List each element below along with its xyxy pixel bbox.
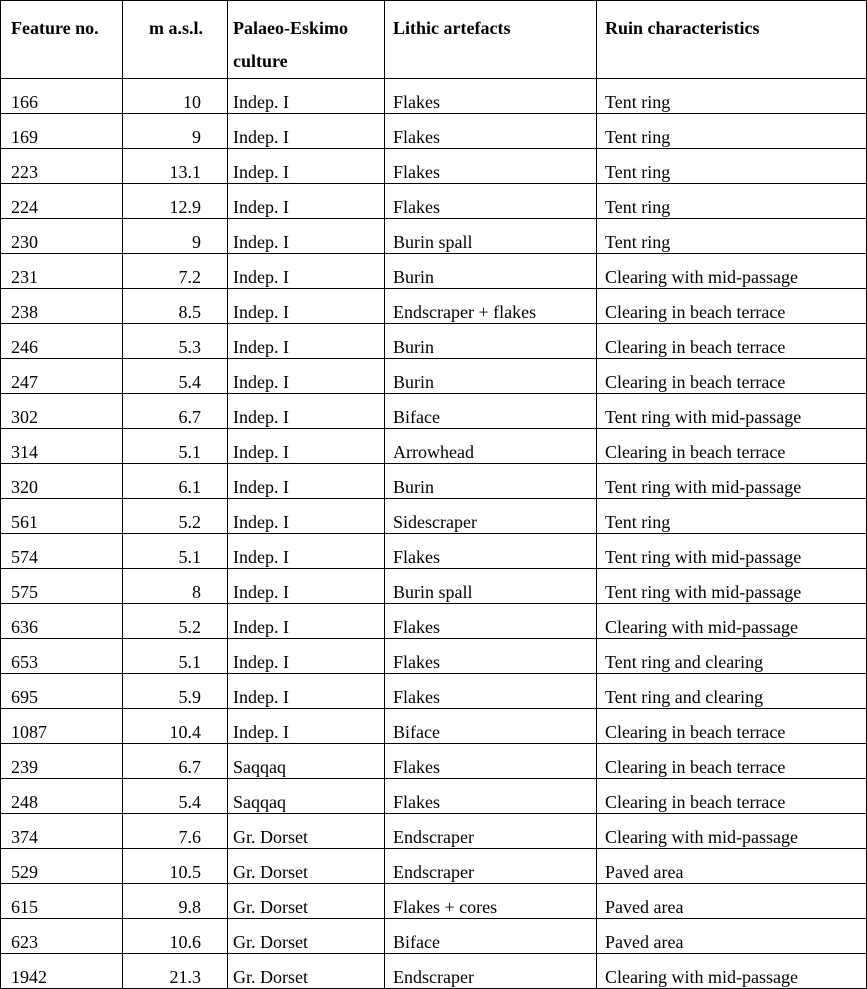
cell-ruin-characteristics: Tent ring and clearing (597, 674, 867, 709)
table-row (1, 429, 867, 464)
cell-ruin-characteristics: Tent ring (597, 184, 867, 219)
cell-lithic-artefacts: Flakes (385, 604, 597, 639)
cell-ruin-characteristics: Clearing with mid-passage (597, 254, 867, 289)
cell-ruin-characteristics: Clearing in beach terrace (597, 324, 867, 359)
cell-feature-no: 248 (1, 779, 123, 814)
cell-feature-no: 636 (1, 604, 123, 639)
cell-ruin-characteristics: Tent ring (597, 149, 867, 184)
cell-lithic-artefacts: Biface (385, 709, 597, 744)
cell-feature-no: 615 (1, 884, 123, 919)
cell-lithic-artefacts: Sidescraper (385, 499, 597, 534)
cell-ruin-characteristics: Tent ring with mid-passage (597, 534, 867, 569)
table-row (1, 674, 867, 709)
cell-ruin-characteristics: Clearing in beach terrace (597, 709, 867, 744)
table-row (1, 639, 867, 674)
cell-culture: Indep. I (228, 464, 385, 499)
cell-feature-no: 1087 (1, 709, 123, 744)
cell-ruin-characteristics: Clearing with mid-passage (597, 814, 867, 849)
header-lithic-artefacts: Lithic artefacts (385, 1, 597, 79)
cell-feature-no: 224 (1, 184, 123, 219)
cell-lithic-artefacts: Burin (385, 464, 597, 499)
cell-m-asl: 12.9 (123, 184, 228, 219)
cell-ruin-characteristics: Tent ring with mid-passage (597, 569, 867, 604)
cell-ruin-characteristics: Tent ring with mid-passage (597, 394, 867, 429)
cell-m-asl: 21.3 (123, 954, 228, 989)
cell-m-asl: 7.2 (123, 254, 228, 289)
cell-ruin-characteristics: Tent ring with mid-passage (597, 464, 867, 499)
cell-culture: Indep. I (228, 359, 385, 394)
cell-culture: Gr. Dorset (228, 849, 385, 884)
table-row (1, 814, 867, 849)
table-row (1, 709, 867, 744)
cell-lithic-artefacts: Flakes (385, 674, 597, 709)
table-row (1, 359, 867, 394)
cell-feature-no: 575 (1, 569, 123, 604)
cell-lithic-artefacts: Flakes (385, 534, 597, 569)
cell-lithic-artefacts: Burin (385, 359, 597, 394)
table-row (1, 289, 867, 324)
cell-lithic-artefacts: Burin spall (385, 569, 597, 604)
table-row (1, 184, 867, 219)
table-row (1, 569, 867, 604)
table-row (1, 534, 867, 569)
table-row (1, 919, 867, 954)
cell-culture: Indep. I (228, 534, 385, 569)
table-row (1, 394, 867, 429)
cell-lithic-artefacts: Arrowhead (385, 429, 597, 464)
cell-lithic-artefacts: Biface (385, 394, 597, 429)
cell-m-asl: 10 (123, 79, 228, 114)
cell-lithic-artefacts: Flakes (385, 744, 597, 779)
cell-ruin-characteristics: Tent ring (597, 114, 867, 149)
cell-m-asl: 9 (123, 219, 228, 254)
cell-feature-no: 529 (1, 849, 123, 884)
cell-culture: Indep. I (228, 324, 385, 359)
cell-lithic-artefacts: Burin spall (385, 219, 597, 254)
cell-feature-no: 239 (1, 744, 123, 779)
cell-lithic-artefacts: Endscraper (385, 814, 597, 849)
cell-culture: Indep. I (228, 254, 385, 289)
header-culture: Palaeo-Eskimo culture (228, 1, 385, 79)
cell-lithic-artefacts: Endscraper + flakes (385, 289, 597, 324)
cell-feature-no: 238 (1, 289, 123, 324)
table-row (1, 884, 867, 919)
cell-feature-no: 247 (1, 359, 123, 394)
cell-feature-no: 574 (1, 534, 123, 569)
cell-feature-no: 166 (1, 79, 123, 114)
cell-ruin-characteristics: Tent ring (597, 499, 867, 534)
cell-ruin-characteristics: Clearing with mid-passage (597, 954, 867, 989)
cell-ruin-characteristics: Clearing in beach terrace (597, 289, 867, 324)
cell-feature-no: 231 (1, 254, 123, 289)
cell-feature-no: 1942 (1, 954, 123, 989)
cell-culture: Indep. I (228, 604, 385, 639)
cell-m-asl: 10.4 (123, 709, 228, 744)
cell-m-asl: 9 (123, 114, 228, 149)
table-row (1, 499, 867, 534)
cell-m-asl: 5.9 (123, 674, 228, 709)
cell-culture: Indep. I (228, 674, 385, 709)
cell-feature-no: 374 (1, 814, 123, 849)
cell-m-asl: 5.1 (123, 639, 228, 674)
cell-lithic-artefacts: Endscraper (385, 849, 597, 884)
table-row (1, 219, 867, 254)
cell-culture: Gr. Dorset (228, 919, 385, 954)
cell-feature-no: 653 (1, 639, 123, 674)
cell-feature-no: 230 (1, 219, 123, 254)
header-m-asl: m a.s.l. (123, 1, 228, 79)
header-row (1, 1, 867, 79)
cell-lithic-artefacts: Burin (385, 324, 597, 359)
table-row (1, 779, 867, 814)
cell-m-asl: 5.4 (123, 779, 228, 814)
cell-culture: Indep. I (228, 639, 385, 674)
cell-feature-no: 561 (1, 499, 123, 534)
table-row (1, 254, 867, 289)
cell-feature-no: 223 (1, 149, 123, 184)
table-row (1, 744, 867, 779)
cell-m-asl: 10.6 (123, 919, 228, 954)
cell-m-asl: 5.1 (123, 429, 228, 464)
table-row (1, 604, 867, 639)
table-header (1, 1, 867, 79)
table-row (1, 954, 867, 989)
header-ruin-characteristics: Ruin characteristics (597, 1, 867, 79)
cell-lithic-artefacts: Endscraper (385, 954, 597, 989)
cell-ruin-characteristics: Clearing in beach terrace (597, 779, 867, 814)
table-row (1, 849, 867, 884)
cell-m-asl: 6.7 (123, 394, 228, 429)
cell-ruin-characteristics: Clearing with mid-passage (597, 604, 867, 639)
cell-feature-no: 320 (1, 464, 123, 499)
cell-feature-no: 314 (1, 429, 123, 464)
cell-culture: Saqqaq (228, 779, 385, 814)
cell-m-asl: 13.1 (123, 149, 228, 184)
table-body (1, 79, 867, 989)
cell-culture: Saqqaq (228, 744, 385, 779)
table-row (1, 114, 867, 149)
cell-feature-no: 302 (1, 394, 123, 429)
header-feature-no: Feature no. (1, 1, 123, 79)
cell-culture: Indep. I (228, 569, 385, 604)
cell-m-asl: 5.3 (123, 324, 228, 359)
cell-m-asl: 6.1 (123, 464, 228, 499)
cell-lithic-artefacts: Burin (385, 254, 597, 289)
cell-culture: Gr. Dorset (228, 884, 385, 919)
cell-culture: Indep. I (228, 149, 385, 184)
cell-culture: Indep. I (228, 394, 385, 429)
cell-m-asl: 5.2 (123, 499, 228, 534)
cell-culture: Gr. Dorset (228, 954, 385, 989)
cell-m-asl: 7.6 (123, 814, 228, 849)
cell-lithic-artefacts: Biface (385, 919, 597, 954)
table-row (1, 149, 867, 184)
cell-lithic-artefacts: Flakes (385, 114, 597, 149)
cell-culture: Indep. I (228, 79, 385, 114)
cell-culture: Indep. I (228, 429, 385, 464)
cell-feature-no: 246 (1, 324, 123, 359)
cell-culture: Gr. Dorset (228, 814, 385, 849)
cell-lithic-artefacts: Flakes (385, 779, 597, 814)
cell-m-asl: 8 (123, 569, 228, 604)
cell-ruin-characteristics: Paved area (597, 884, 867, 919)
cell-culture: Indep. I (228, 219, 385, 254)
cell-culture: Indep. I (228, 184, 385, 219)
cell-culture: Indep. I (228, 709, 385, 744)
cell-lithic-artefacts: Flakes (385, 184, 597, 219)
cell-lithic-artefacts: Flakes + cores (385, 884, 597, 919)
cell-m-asl: 5.2 (123, 604, 228, 639)
cell-feature-no: 623 (1, 919, 123, 954)
cell-m-asl: 5.1 (123, 534, 228, 569)
cell-m-asl: 6.7 (123, 744, 228, 779)
cell-m-asl: 5.4 (123, 359, 228, 394)
cell-lithic-artefacts: Flakes (385, 639, 597, 674)
cell-ruin-characteristics: Clearing in beach terrace (597, 429, 867, 464)
cell-culture: Indep. I (228, 499, 385, 534)
cell-culture: Indep. I (228, 289, 385, 324)
table-row (1, 79, 867, 114)
cell-ruin-characteristics: Clearing in beach terrace (597, 744, 867, 779)
cell-ruin-characteristics: Tent ring and clearing (597, 639, 867, 674)
table-row (1, 324, 867, 359)
cell-culture: Indep. I (228, 114, 385, 149)
table-row (1, 464, 867, 499)
cell-ruin-characteristics: Tent ring (597, 219, 867, 254)
cell-ruin-characteristics: Paved area (597, 849, 867, 884)
cell-feature-no: 169 (1, 114, 123, 149)
cell-m-asl: 9.8 (123, 884, 228, 919)
cell-m-asl: 8.5 (123, 289, 228, 324)
cell-ruin-characteristics: Tent ring (597, 79, 867, 114)
cell-feature-no: 695 (1, 674, 123, 709)
cell-lithic-artefacts: Flakes (385, 149, 597, 184)
cell-m-asl: 10.5 (123, 849, 228, 884)
cell-ruin-characteristics: Clearing in beach terrace (597, 359, 867, 394)
cell-lithic-artefacts: Flakes (385, 79, 597, 114)
cell-ruin-characteristics: Paved area (597, 919, 867, 954)
